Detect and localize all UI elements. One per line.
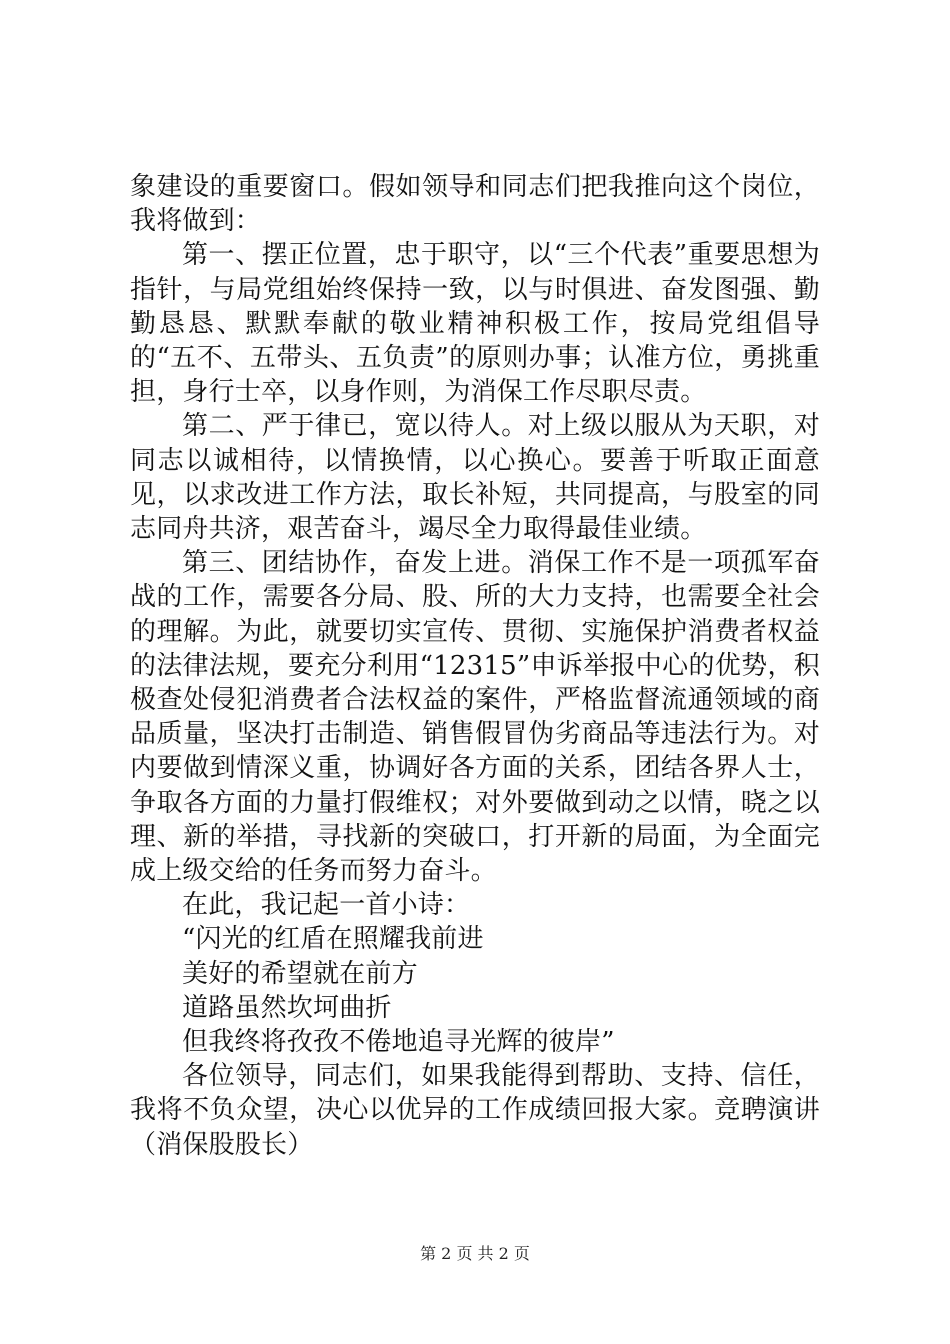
poem-line-1: “闪光的红盾在照耀我前进 [182,924,484,955]
paragraph-point-one: 第一、摆正位置，忠于职守，以“三个代表”重要思想为指针，与局党组始终保持一致，以与时俱进、奋发图强、勤勤恳恳、默默奉献的敬业精神积极工作，按局党组倡导的“五不、五带头、五负责”的原则办事；认准方位，勇挑重担，身行士卒，以身作则，为消保工作尽职尽责。 [130,240,820,408]
poem-line-3: 道路虽然坎坷曲折 [182,992,392,1023]
document-body [130,170,820,1162]
paragraph-continuation: 象建设的重要窗口。假如领导和同志们把我推向这个岗位，我将做到： [130,172,820,237]
page-number-label: 第 2 页 共 2 页 [420,1244,530,1263]
paragraph-point-two: 第二、严于律已，宽以待人。对上级以服从为天职，对同志以诚相待，以情换情，以心换心。要善于听取正面意见，以求改进工作方法，取长补短，共同提高，与股室的同志同舟共济，艰苦奋斗，竭尽全力取得最佳业绩。 [130,411,820,545]
page-footer [0,1244,950,1264]
paragraph-closing: 各位领导，同志们，如果我能得到帮助、支持、信任，我将不负众望，决心以优异的工作成绩回报大家。竞聘演讲（消保股股长） [130,1061,820,1160]
poem-line-4: 但我终将孜孜不倦地追寻光辉的彼岸” [182,1027,615,1058]
paragraph-poem-intro: 在此，我记起一首小诗： [182,890,471,921]
paragraph-point-three: 第三、团结协作，奋发上进。消保工作不是一项孤军奋战的工作，需要各分局、股、所的大力支持，也需要全社会的理解。为此，就要切实宣传、贯彻、实施保护消费者权益的法律法规，要充分利用“12315”申诉举报中心的优势，积极查处侵犯消费者合法权益的案件，严格监督流通领域的商品质量，坚决打击制造、销售假冒伪劣商品等违法行为。对内要做到情深义重，协调好各方面的关系，团结各界人士，争取各方面的力量打假维权；对外要做到动之以情，晓之以理、新的举措，寻找新的突破口，打开新的局面，为全面完成上级交给的任务而努力奋斗。 [130,548,820,887]
poem-line-2: 美好的希望就在前方 [182,958,418,989]
